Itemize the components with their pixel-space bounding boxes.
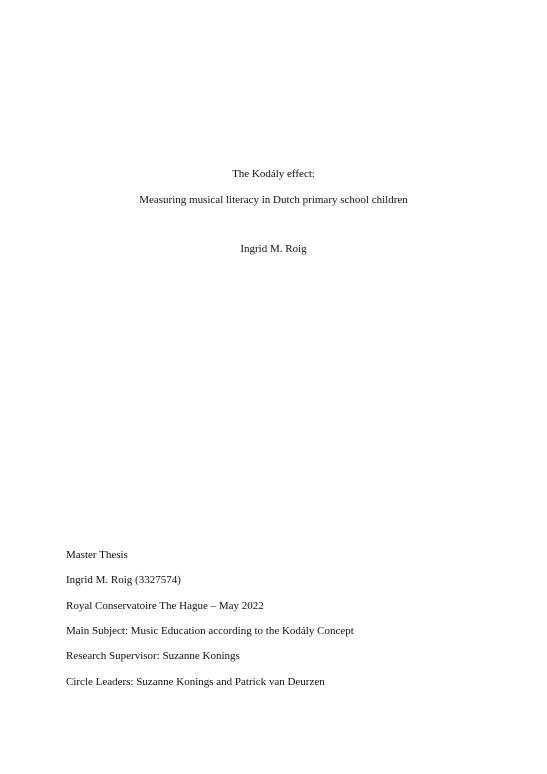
detail-thesis-type: Master Thesis bbox=[66, 549, 128, 561]
thesis-subtitle: Measuring musical literacy in Dutch primary school children bbox=[139, 194, 408, 206]
detail-supervisor: Research Supervisor: Suzanne Konings bbox=[66, 650, 240, 662]
detail-main-subject: Main Subject: Music Education according to the Kodály Concept bbox=[66, 625, 354, 637]
thesis-title: The Kodály effect: bbox=[232, 168, 315, 180]
detail-student: Ingrid M. Roig (3327574) bbox=[66, 574, 181, 586]
detail-institution-date: Royal Conservatoire The Hague – May 2022 bbox=[66, 600, 264, 612]
author-name: Ingrid M. Roig bbox=[240, 243, 307, 255]
detail-circle-leaders: Circle Leaders: Suzanne Konings and Patrick van Deurzen bbox=[66, 676, 325, 688]
